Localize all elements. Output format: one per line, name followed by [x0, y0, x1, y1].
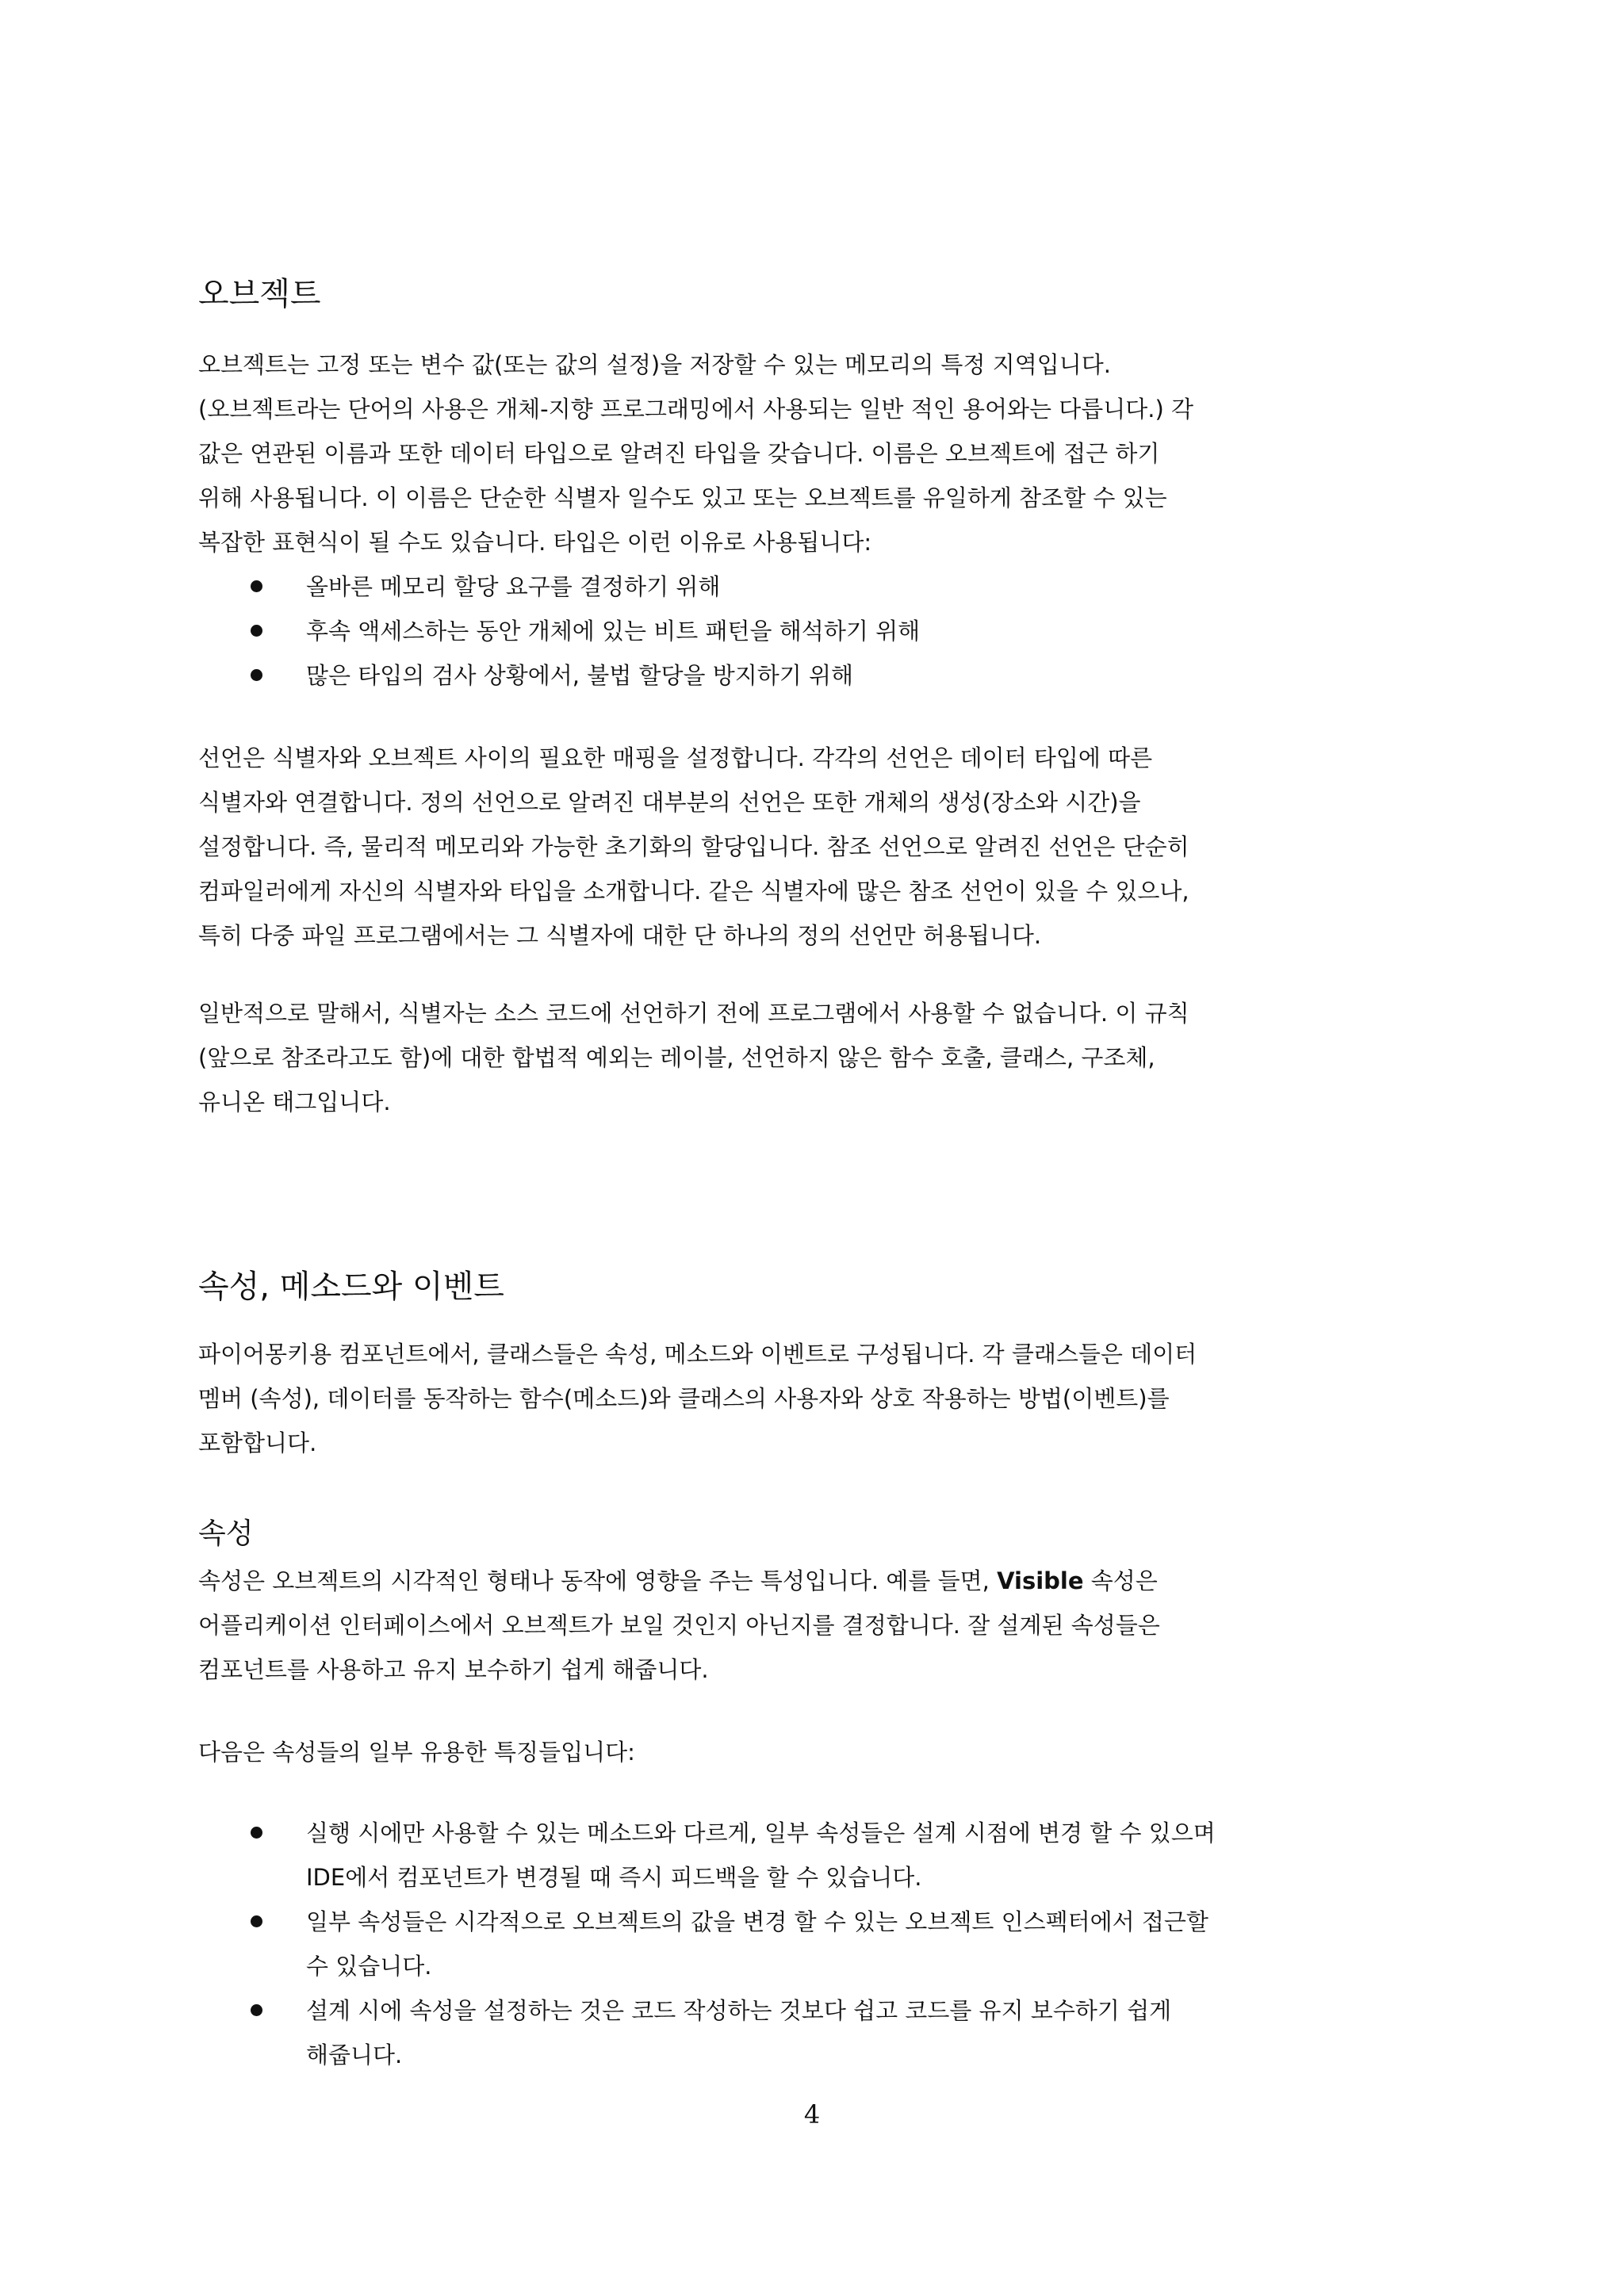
text-segment: 속성은 오브젝트의 시각적인 형태나 동작에 영향을 주는 특성입니다. 예를 들면, [198, 1567, 998, 1594]
identifier-rule-paragraph [198, 991, 1435, 1124]
text-line: (오브젝트라는 단어의 사용은 개체-지향 프로그래밍에서 사용되는 일반 적인 용어와는 다릅니다.) 각 [198, 396, 1194, 423]
text-line: 특히 다중 파일 프로그램에서는 그 식별자에 대한 단 하나의 정의 선언만 허용됩니다. [198, 922, 1042, 949]
text-line: 복잡한 표현식이 될 수도 있습니다. 타입은 이런 이유로 사용됩니다: [198, 529, 872, 556]
bullet-icon [251, 669, 262, 681]
text-line: 다음은 속성들의 일부 유용한 특징들입니다: [198, 1739, 635, 1766]
text-segment: 속성은 [1083, 1567, 1158, 1594]
list-item [198, 1811, 1435, 1900]
visible-property-name: Visible [997, 1567, 1084, 1594]
pme-intro-paragraph [198, 1332, 1435, 1465]
list-item-text: IDE에서 컴포넌트가 변경될 때 즉시 피드백을 할 수 있습니다. [306, 1864, 922, 1891]
page-number: 4 [803, 2099, 821, 2130]
text-line: 선언은 식별자와 오브젝트 사이의 필요한 매핑을 설정합니다. 각각의 선언은 데이터 타입에 따른 [198, 744, 1153, 771]
text-line: 컴포넌트를 사용하고 유지 보수하기 쉽게 해줍니다. [198, 1656, 709, 1683]
text-line: 오브젝트는 고정 또는 변수 값(또는 값의 설정)을 저장할 수 있는 메모리의 특정 지역입니다. [198, 351, 1111, 378]
features-intro-paragraph [198, 1730, 1435, 1774]
list-item [198, 564, 1435, 609]
bullet-icon [251, 1827, 262, 1839]
list-item [198, 653, 1435, 698]
bullet-icon [251, 580, 262, 592]
list-item-text: 수 있습니다. [306, 1953, 432, 1980]
list-item-text: 후속 액세스하는 동안 개체에 있는 비트 패턴을 해석하기 위해 [306, 618, 921, 645]
text-line: 위해 사용됩니다. 이 이름은 단순한 식별자 일수도 있고 또는 오브젝트를 유일하게 참조할 수 있는 [198, 484, 1167, 511]
property-features-list [198, 1811, 1435, 2077]
bullet-icon [251, 1915, 262, 1927]
text-line: 식별자와 연결합니다. 정의 선언으로 알려진 대부분의 선언은 또한 개체의 생성(장소와 시간)을 [198, 789, 1141, 816]
text-line: 일반적으로 말해서, 식별자는 소스 코드에 선언하기 전에 프로그램에서 사용할 수 없습니다. 이 규칙 [198, 1000, 1189, 1027]
list-item [198, 1900, 1435, 1988]
text-line: 설정합니다. 즉, 물리적 메모리와 가능한 초기화의 할당입니다. 참조 선언으로 알려진 선언은 단순히 [198, 833, 1189, 860]
list-item [198, 609, 1435, 653]
properties-paragraph [198, 1559, 1435, 1692]
text-line: 값은 연관된 이름과 또한 데이터 타입으로 알려진 타입을 갖습니다. 이름은 오브젝트에 접근 하기 [198, 440, 1160, 467]
bullet-icon [251, 2004, 262, 2016]
objects-type-reasons-list [198, 564, 1435, 698]
list-item-text: 해줍니다. [306, 2042, 403, 2068]
section-title-properties-methods-events: 속성, 메소드와 이벤트 [198, 1269, 504, 1305]
list-item-text: 실행 시에만 사용할 수 있는 메소드와 다르게, 일부 속성들은 설계 시점에 변경 할 수 있으며 [306, 1820, 1216, 1846]
text-line: 파이어몽키용 컴포넌트에서, 클래스들은 속성, 메소드와 이벤트로 구성됩니다. 각 클래스들은 데이터 [198, 1341, 1197, 1368]
objects-intro-paragraph [198, 342, 1435, 564]
declaration-paragraph [198, 736, 1435, 958]
text-line: 멤버 (속성), 데이터를 동작하는 함수(메소드)와 클래스의 사용자와 상호 작용하는 방법(이벤트)를 [198, 1385, 1170, 1412]
text-line: 어플리케이션 인터페이스에서 오브젝트가 보일 것인지 아닌지를 결정합니다. 잘 설계된 속성들은 [198, 1612, 1160, 1639]
list-item [198, 1988, 1435, 2077]
text-line: (앞으로 참조라고도 함)에 대한 합법적 예외는 레이블, 선언하지 않은 함수 호출, 클래스, 구조체, [198, 1044, 1155, 1071]
text-line: 포함합니다. [198, 1429, 317, 1456]
subsection-title-properties: 속성 [198, 1517, 254, 1550]
list-item-text: 올바른 메모리 할당 요구를 결정하기 위해 [306, 573, 721, 600]
list-item-text: 일부 속성들은 시각적으로 오브젝트의 값을 변경 할 수 있는 오브젝트 인스펙터에서 접근할 [306, 1908, 1208, 1935]
text-line: 유니온 태그입니다. [198, 1089, 391, 1115]
section-title-objects: 오브젝트 [198, 276, 321, 312]
list-item-text: 많은 타입의 검사 상황에서, 불법 할당을 방지하기 위해 [306, 662, 854, 689]
bullet-icon [251, 625, 262, 637]
list-item-text: 설계 시에 속성을 설정하는 것은 코드 작성하는 것보다 쉽고 코드를 유지 보수하기 쉽게 [306, 1997, 1172, 2024]
text-line [198, 1559, 1435, 1603]
text-line: 컴파일러에게 자신의 식별자와 타입을 소개합니다. 같은 식별자에 많은 참조 선언이 있을 수 있으나, [198, 878, 1189, 905]
